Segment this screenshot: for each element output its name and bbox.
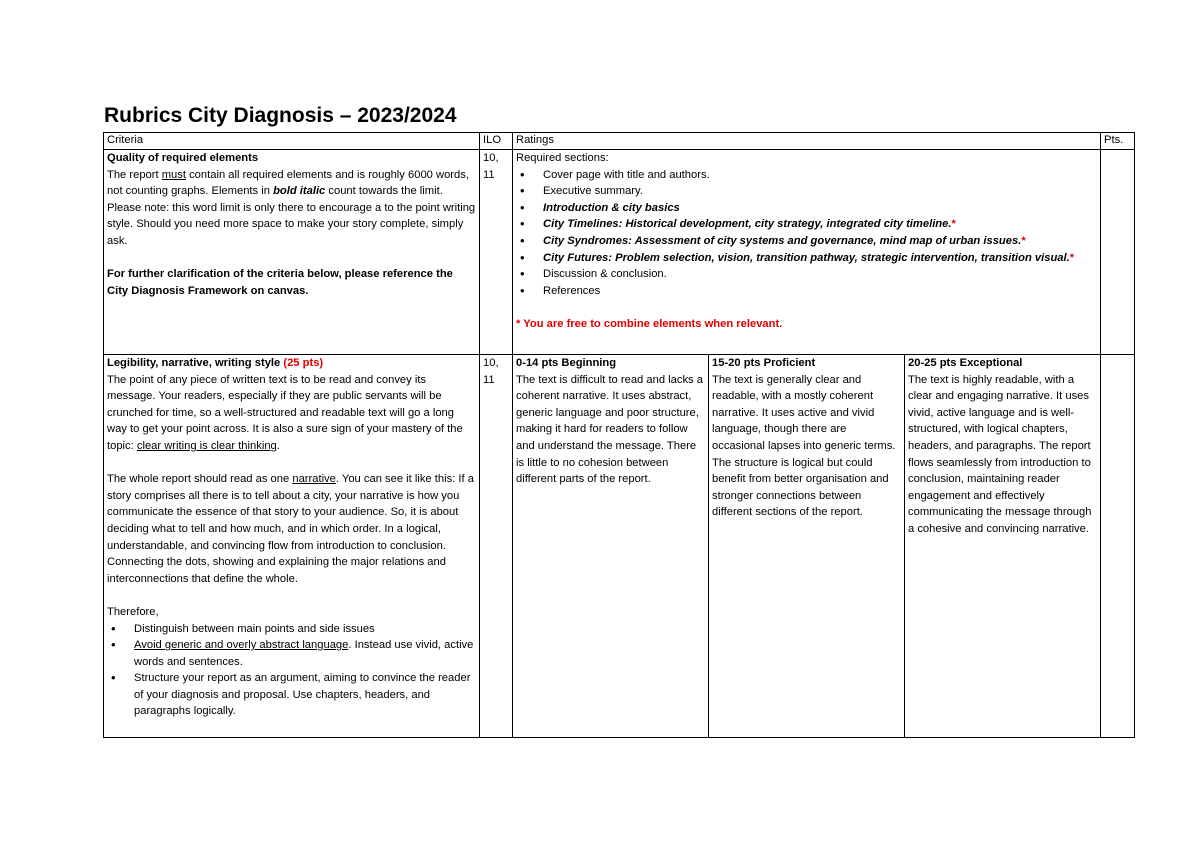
rating-level-beginning <box>513 355 709 738</box>
list-item: • City Syndromes: Assessment of city systems and governance, mind map of urban issues.* <box>516 233 1097 250</box>
level-description: The text is generally clear and readable, with a mostly coherent narrative. It uses active and vivid language, though there are occasional lapses into generic terms. The structure is logical but could benefit from better organisation and stronger connections between different sections of the report. <box>712 373 896 519</box>
required-sections-list <box>516 167 1097 300</box>
header-pts: Pts. <box>1101 133 1135 150</box>
header-ilo: ILO <box>480 133 513 150</box>
ratings-cell <box>513 150 1101 355</box>
list-item: • Discussion & conclusion. <box>516 266 1097 283</box>
level-description: The text is difficult to read and lacks a coherent narrative. It uses abstract, generic language and poor structure, making it hard for readers to follow and understand the message. There is little to no cohesion between different parts of the report. <box>516 373 703 486</box>
rating-level-exceptional <box>905 355 1101 738</box>
document-title: Rubrics City Diagnosis – 2023/2024 <box>104 104 457 127</box>
list-item: • City Timelines: Historical development, city strategy, integrated city timeline.* <box>516 216 1097 233</box>
list-item: • Structure your report as an argument, aiming to convince the reader of your diagnosis and proposal. Use chapters, headers, and paragraphs logically. <box>107 670 476 720</box>
rating-level-proficient <box>709 355 905 738</box>
criteria-paragraph: The whole report should read as one narrative. You can see it like this: If a story comprises all there is to tell about a city, your narrative is how you communicate the essence of that story to your audience. So, it is about deciding what to tell and how much, and in which order. In a logical, understandable, and convincing flow from introduction to conclusion. Connecting the dots, showing and explaining the major relations and interconnections that define the whole. <box>107 473 474 585</box>
table-header-row <box>104 133 1135 150</box>
criteria-cell <box>104 150 480 355</box>
level-title: 0-14 pts Beginning <box>516 357 617 369</box>
pts-cell <box>1101 150 1135 355</box>
criteria-paragraph: The point of any piece of written text is to be read and convey its message. Your readers, especially if they are public servants will be crunched for time, so a well-structured and readable text will go a long way to get your point across. It is also a sure sign of your mastery of the topic: clear writing is clear thinking. <box>107 373 463 452</box>
criteria-cell <box>104 355 480 738</box>
table-row <box>104 355 1135 738</box>
ratings-intro: Required sections: <box>516 152 609 164</box>
header-criteria: Criteria <box>104 133 480 150</box>
ilo-cell: 10, 11 <box>480 150 513 355</box>
criteria-clarification: For further clarification of the criteria below, please reference the City Diagnosis Framework on canvas. <box>107 268 453 297</box>
list-item: • Distinguish between main points and side issues <box>107 621 476 638</box>
pts-cell <box>1101 355 1135 738</box>
criteria-title: Quality of required elements <box>107 152 259 164</box>
level-title: 20-25 pts Exceptional <box>908 357 1023 369</box>
criteria-paragraph: The report must contain all required elements and is roughly 6000 words, not counting graphs. Elements in bold italic count towards the limit. Please note: this word limit is only there to encourage a to the point writing style. Should you need more space to make your story complete, simply ask. <box>107 168 476 247</box>
criteria-title: Legibility, narrative, writing style (25 pts) <box>107 357 324 369</box>
table-row <box>104 150 1135 355</box>
ilo-cell: 10, 11 <box>480 355 513 738</box>
list-item: • City Futures: Problem selection, vision, transition pathway, strategic intervention, transition visual.* <box>516 250 1097 267</box>
level-description: The text is highly readable, with a clear and engaging narrative. It uses vivid, active language and is well-structured, with logical chapters, headers, and paragraphs. The report flows seamlessly from introduction to conclusion, maintaining reader engagement and effectively communicating the message through a cohesive and convincing narrative. <box>908 373 1092 535</box>
list-item: • Cover page with title and authors. <box>516 167 1097 184</box>
level-title: 15-20 pts Proficient <box>712 357 816 369</box>
list-item: • Executive summary. <box>516 183 1097 200</box>
list-item: • References <box>516 283 1097 300</box>
combine-note: * You are free to combine elements when relevant. <box>516 317 783 330</box>
criteria-therefore: Therefore, <box>107 605 159 618</box>
list-item: • Avoid generic and overly abstract language. Instead use vivid, active words and sentences. <box>107 637 476 670</box>
list-item: • Introduction & city basics <box>516 200 1097 217</box>
writing-tips-list <box>107 621 476 721</box>
header-ratings: Ratings <box>513 133 1101 150</box>
rubric-table <box>103 132 1135 738</box>
